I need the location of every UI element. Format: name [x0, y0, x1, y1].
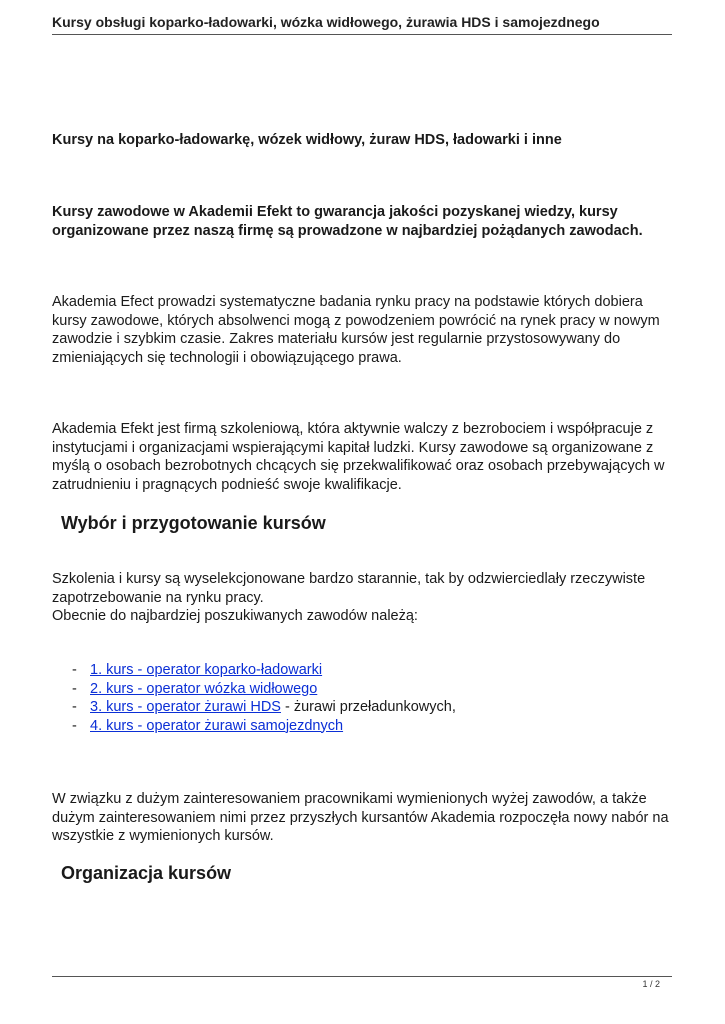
page-title: Kursy obsługi koparko-ładowarki, wózka widłowego, żurawia HDS i samojezdnego [52, 14, 600, 30]
list-dash: - [72, 662, 77, 678]
paragraph-selection-line-1: Szkolenia i kursy są wyselekcjonowane bardzo starannie, tak by odzwierciedlały rzeczywiste zapotrzebowanie na rynku pracy. [52, 571, 646, 606]
page-header [52, 14, 672, 35]
paragraph-research: Akademia Efect prowadzi systematyczne badania rynku pracy na podstawie których dobiera kursy zawodowe, których absolwenci mogą z powodzeniem powrócić na rynek pracy w nowym zawodzie i szybkim czasie. Zakres materiału kursów jest regularnie przystosowywany do zmieniających się technologii i obowiązującego prawa. [52, 294, 660, 366]
paragraph-selection-line-2: Obecnie do najbardziej poszukiwanych zawodów należą: [52, 608, 418, 624]
course-list [72, 661, 456, 735]
course-suffix: - żurawi przeładunkowych, [280, 699, 456, 715]
article-lead: Kursy zawodowe w Akademii Efekt to gwarancja jakości pozyskanej wiedzy, kursy organizowane przez naszą firmę są prowadzone w najbardziej pożądanych zawodach. [52, 204, 643, 239]
article-heading: Kursy na koparko-ładowarkę, wózek widłowy, żuraw HDS, ładowarki i inne [52, 132, 562, 148]
list-item [72, 698, 456, 717]
paragraph-selection [52, 570, 677, 626]
list-item [72, 661, 456, 680]
list-dash: - [72, 717, 77, 734]
course-link-koparko-ladowarka[interactable]: 1. kurs - operator koparko-ładowarki [90, 662, 323, 678]
list-item [72, 680, 456, 699]
page-number: 1 / 2 [642, 979, 660, 989]
section-heading-selection: Wybór i przygotowanie kursów [61, 513, 326, 533]
course-link-wozek-widlowy[interactable]: 2. kurs - operator wózka widłowego [90, 680, 318, 697]
list-dash: - [72, 680, 77, 697]
paragraph-enrollment: W związku z dużym zainteresowaniem pracownikami wymienionych wyżej zawodów, a także dużym zainteresowaniem nimi przez przyszłych kursantów Akademia rozpoczęła nowy nabór na wszystkie z wymienionych kursów. [52, 791, 669, 844]
paragraph-company: Akademia Efekt jest firmą szkoleniową, która aktywnie walczy z bezrobociem i współpracuje z instytucjami i organizacjami wspierającymi kapitał ludzki. Kursy zawodowe są organizowane z myślą o osobach bezrobotnych chcących się przekwalifikować oraz osobach przebywających w zatrudnieniu i pragnących podnieść swoje kwalifikacje. [52, 421, 665, 493]
page-footer [52, 976, 672, 989]
course-link-zuraw-samojezdny[interactable]: 4. kurs - operator żurawi samojezdnych [90, 717, 344, 734]
list-dash: - [72, 699, 77, 715]
course-link-zuraw-hds[interactable]: 3. kurs - operator żurawi HDS [90, 699, 281, 715]
list-item [72, 717, 456, 736]
section-heading-organization: Organizacja kursów [61, 863, 232, 883]
